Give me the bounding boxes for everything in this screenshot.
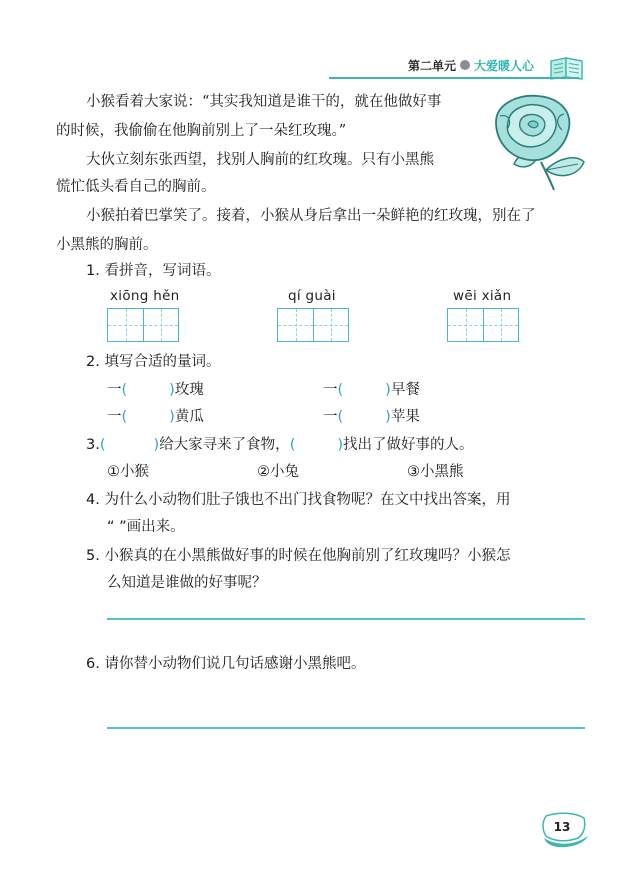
q2-open-paren[interactable]: ( [121, 382, 128, 398]
q2-word: 黄瓜 [174, 409, 204, 425]
q1-pinyin: xiōng hěn [110, 288, 180, 304]
q3-close-paren: ) [337, 437, 344, 453]
q2-open-paren[interactable]: ( [337, 382, 344, 398]
q2-prefix: 一 [107, 382, 122, 398]
q3-open-paren[interactable]: ( [99, 437, 106, 453]
grid-cell[interactable] [483, 309, 518, 341]
q1-writing-grid[interactable] [277, 308, 349, 342]
grid-cell[interactable] [448, 309, 483, 341]
q6-answer-line[interactable] [107, 727, 585, 729]
q2-open-paren[interactable]: ( [121, 409, 128, 425]
passage-line: 的时候，我偷偷在他胸前别上了一朵红玫瑰。” [56, 123, 347, 139]
q5-line: 5. 小猴真的在小黑熊做好事的时候在他胸前别了红玫瑰吗？小猴怎 [86, 548, 511, 564]
q3-close-paren: ) [153, 437, 160, 453]
q3-part1: 给大家寻来了食物， [159, 437, 290, 453]
q6-line: 6. 请你替小动物们说几句话感谢小黑熊吧。 [86, 656, 366, 672]
q3-option[interactable]: ②小兔 [257, 464, 299, 480]
q2-close-paren: ) [385, 409, 391, 425]
passage-line: 小猴拍着巴掌笑了。接着，小猴从身后拿出一朵鲜艳的红玫瑰，别在了 [86, 208, 536, 224]
grid-cell[interactable] [108, 309, 143, 341]
q2-open-paren[interactable]: ( [337, 409, 344, 425]
unit-theme: 大爱暖人心 [474, 59, 535, 73]
grid-cell[interactable] [143, 309, 178, 341]
grid-cell[interactable] [278, 309, 313, 341]
header-dot-icon [460, 60, 470, 70]
q5-answer-line[interactable] [107, 618, 585, 620]
q2-item [323, 380, 420, 400]
passage-line: 小猴看着大家说：“其实我知道是谁干的，就在他做好事 [86, 94, 442, 110]
q4-line: “ ”画出来。 [107, 519, 185, 535]
q3-option[interactable]: ③小黑熊 [407, 464, 464, 480]
q3-option[interactable]: ①小猴 [107, 464, 149, 480]
page-number: 13 [553, 820, 571, 834]
q1-prompt: 1. 看拼音，写词语。 [86, 263, 221, 279]
header-rule [329, 77, 579, 79]
q2-item [107, 407, 204, 427]
grid-cell[interactable] [313, 309, 348, 341]
q5-line: 么知道是谁做的好事呢？ [107, 575, 267, 591]
q1-pinyin: qí guài [288, 288, 336, 304]
q2-prefix: 一 [107, 409, 122, 425]
q2-prefix: 一 [323, 409, 338, 425]
open-book-icon [549, 55, 585, 85]
q2-close-paren: ) [169, 409, 175, 425]
q2-item [107, 380, 204, 400]
q2-word: 玫瑰 [174, 382, 204, 398]
q1-writing-grid[interactable] [447, 308, 519, 342]
unit-label: 第二单元 [408, 59, 457, 73]
q1-writing-grid[interactable] [107, 308, 179, 342]
passage-line: 慌忙低头看自己的胸前。 [56, 179, 216, 195]
q3-part2: 找出了做好事的人。 [343, 437, 474, 453]
q2-prompt: 2. 填写合适的量词。 [86, 354, 221, 370]
q2-close-paren: ) [385, 382, 391, 398]
q2-word: 苹果 [390, 409, 420, 425]
q2-word: 早餐 [390, 382, 420, 398]
q2-close-paren: ) [169, 382, 175, 398]
q3-line [86, 435, 474, 455]
q3-number: 3. [86, 437, 100, 453]
passage-line: 大伙立刻东张西望，找别人胸前的红玫瑰。只有小黑熊 [86, 152, 434, 168]
q4-line: 4. 为什么小动物们肚子饿也不出门找食物呢？在文中找出答案，用 [86, 492, 511, 508]
rose-illustration-icon [486, 92, 590, 196]
q2-prefix: 一 [323, 382, 338, 398]
q3-open-paren[interactable]: ( [289, 437, 296, 453]
q2-item [323, 407, 420, 427]
q1-pinyin: wēi xiǎn [453, 288, 512, 304]
passage-line: 小黑熊的胸前。 [56, 237, 158, 253]
